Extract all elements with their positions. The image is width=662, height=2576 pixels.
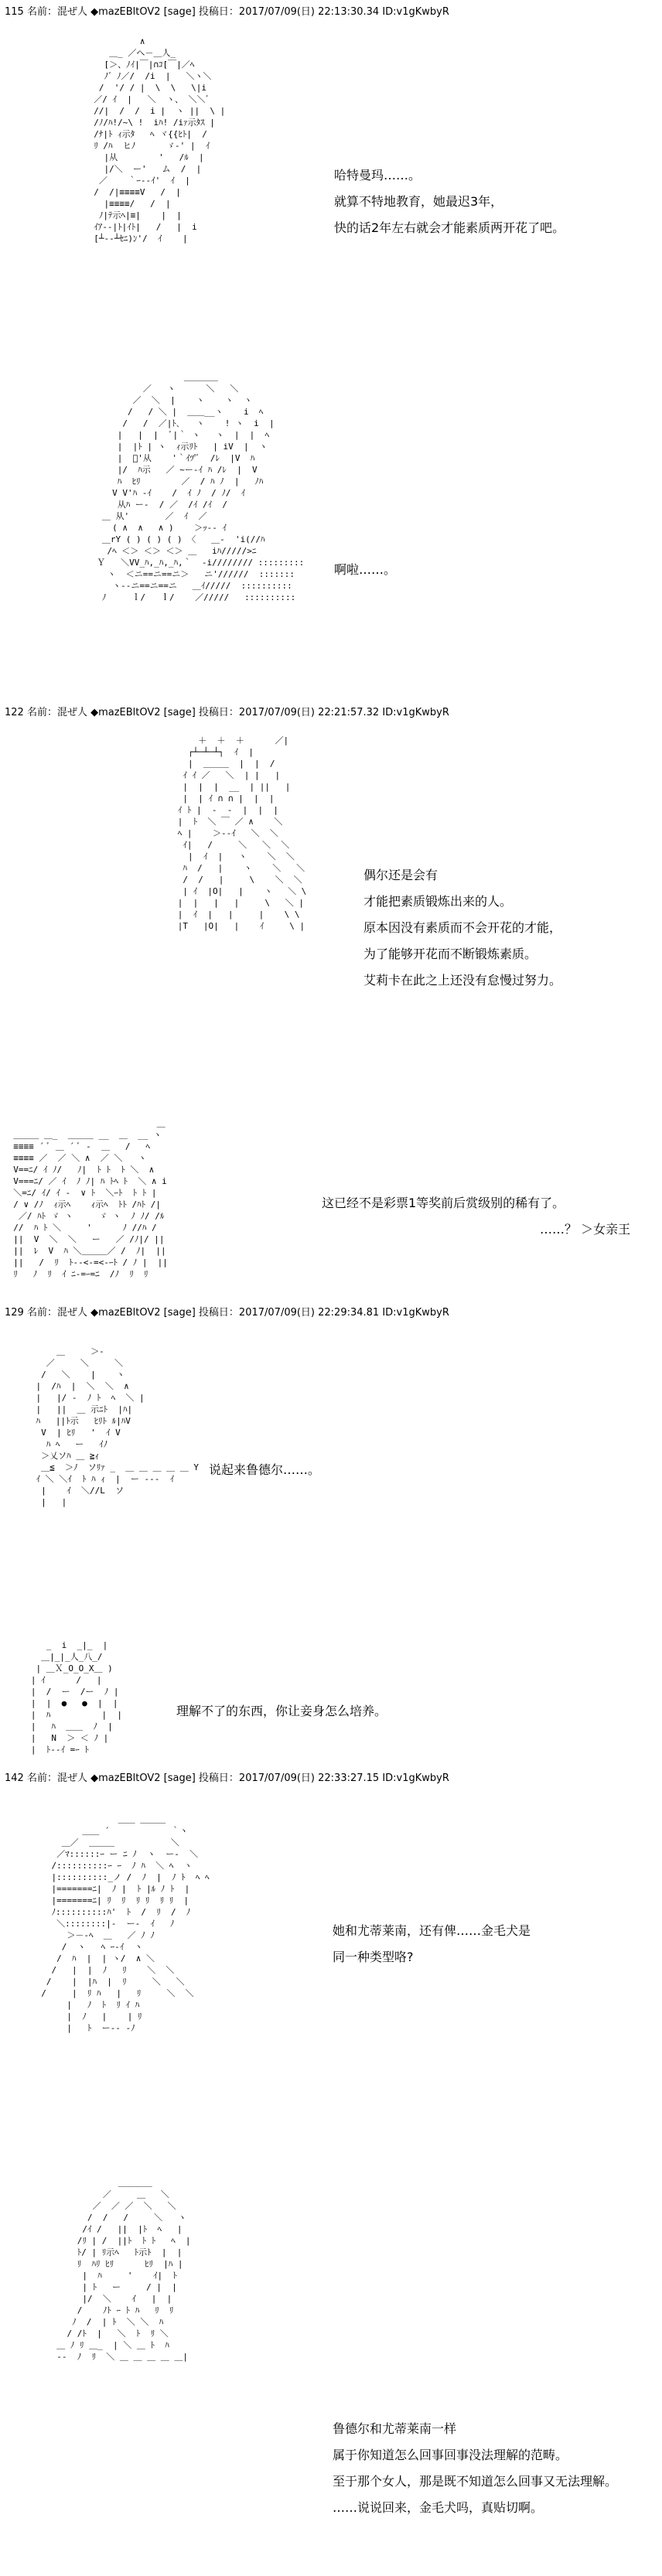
dialogue-block: [363, 862, 561, 994]
dialogue-line: [333, 2390, 617, 2416]
dialogue-line: 偶尔还是会有: [363, 868, 438, 882]
dialogue-line: 她和尤蒂莱南，还有俾……金毛犬是: [333, 1923, 531, 1938]
dialogue-line: 为了能够开花而不断锻炼素质。: [363, 947, 537, 961]
ascii-art-figure: ＿ ＿＿＿ ＿_ ＿＿＿ __ ＿ __ ヽ ≡≡≡≡ ´ ﾞ ＿ ´ ﾞ ‐ ＿ / ﾍ ≡≡≡≡ ／ ／ ＼ ∧ ／ ＼ ヽ V==ﾆ/ ｲ ﾉ/ ﾉ| ﾄ ﾄ ﾄ ＼ ∧ V===ﾆ/ ／ ｲ ﾉ ﾉ| ﾊ ﾄﾍ ﾄ ＼ ∧ i ＼=ﾆ/ ｲ/ ｲ ‐ ∨ ﾄ ＼ｰﾄ ﾄ ﾄ | / ∨ /ﾉ ｨ示ﾍ ｨ示ﾍ ﾄﾄ /ﾊﾄ /| ／/ ﾊﾄ ゞ ヽ ゞ ヽ ﾉ ﾉ/ /ﾙ // ﾊ ﾄ ＼ ' ﾉ //ﾊ / || V ＼ ＼ ー ／ /ﾉ|/ || || ﾚ V ﾊ ＼＿＿＿／ / ﾉ| || || / ﾘ ﾄ--<-=<-ｰﾄ / ﾉ | || ﾘ ﾉ ﾘ ｲ ﾆ-=ｰ=ﾆ /ﾉ ﾘ ﾘ: [13, 1118, 168, 1279]
post-header: 115 名前：混ぜ人 ◆mazEBltOV2 [sage] 投稿日：2017/07/09(日) 22:13:30.34 ID:v1gKwbyR: [5, 6, 449, 18]
dialogue-line: ……？ ＞女亲王: [540, 1222, 631, 1237]
ascii-art-figure: ＿＿＿＿ ／ ヽ ＼ ＼ ／ ＼ | ヽ ヽ ヽ / / ＼ | ＿＿__ヽ i ﾍ / / ／|ﾄ､ ヽ ! ヽ i | | | | ﾞ|｀ ヽ ヽ | | ﾍ | |ﾄ | ヽ ｨ示ﾘﾄ | iV | ヽ | ﾞ'从 '｀ｲﾂ'ﾞ /ﾚ |V ﾊ |/ ﾊ示 ／ ~ー-ｲ ﾊ /ﾚ | V ﾊ ﾋﾘ ／ / ﾊ ﾉ | ﾉﾊ V V'ﾊ ‐ｲ / ｲ ﾉ / ﾉ/ ｲ 从ﾊ ー- / ／ /ｲ /ｲ / ＿ 从' ／ ｲ ／ ( ∧ ∧ ∧ ) ＞ｯ-‐ ｲ ＿rY ( ) ( ) ( ) 〈 ＿- 'i(//ﾊ /ﾍ ＜＞ ＜＞ ＜＞ ＿ iﾊ/////>ﾆ Ｙ ＼VV_ﾊ,_ﾊ,_ﾊ,｀ -i//////// ::::::::: ヽ ＜ニ==ニ==ニ＞ ニ'////// ::::::: ヽ--ニ==ニ==ニ ＿ｲ///// :::::::::: ﾉ ｌ/ ｌ/ ／///// ::::::::::: [97, 372, 305, 602]
ascii-art-figure: ∧ ＿_ ／へ－＿人_ [＞、ﾉｲ|￣|∩ｺ[￣|／ﾍ ﾉ゛ﾉ／/ /i | ＼ヽ＼ / '/ / | \ \ \|i ／/ ｲ | ＼ ヽ、 ＼＼ﾞ //| / / i | ヽ || \ | /ﾉ/ﾊ!/~\ ! iﾊ! /iｧ示ﾀｽ | /ﾅ|ﾄ ｨ示ﾀ ﾍ ヾ{{ﾋﾄ| / ﾘ /ﾊ ヒﾉ ゞ-' | ｲ |从 ' /ﾙ | |/＼ ー' ム / | ／ ｀ｰ--ｲ' ｲ | / /|≡≡≡≡V / | |≡≡≡≡/ / | ﾉ|ﾃ示ﾍ|≡| | | ｲｱ--|ﾄ|ｲﾄ| / | i [┴--┴ｾﾆ)ﾝ'/ ｲ |: [94, 36, 226, 244]
dialogue-line: [334, 504, 396, 531]
dialogue-block: [333, 1892, 531, 1970]
ascii-art-figure: ＿ ＞- ／ ＼ ＼ / ＼ | ヽ | /ﾊ | ＼ ＼ ∧ | |/ ‐ ﾉ ﾄ ﾍ ＼ | | || ＿ 示ﾆﾄ |ﾊ| ﾊ ||ﾄ示 ﾋﾘﾄ ﾙ|ﾊV V | ﾋﾘ ' ｲ V ﾊ ﾍ ー ｲﾉ ＞乂ソﾊ ＿ ≧ｨ ＿≦ ＞ﾉ ソﾘｧ _ ＿ ＿ ＿ ＿ ＿ Y ｲ ＼ ＼ｲ ﾄ ﾊ ｨ | ー ‐‐‐ ｲ | ｲ ＼//L ソ | |: [36, 1346, 199, 1507]
post-header: 122 名前：混ぜ人 ◆mazEBltOV2 [sage] 投稿日：2017/07/09(日) 22:21:57.32 ID:v1gKwbyR: [5, 707, 449, 718]
dialogue-block: [176, 1672, 387, 1725]
dialogue-line: 理解不了的东西，你让妾身怎么培养。: [176, 1704, 387, 1718]
ascii-art-figure: _ i _|_ | ＿|_|_人_八_/ | ＿Ｘ_O_O_X＿ ) | ｲ / | | / ー /ー ﾉ | | | ● ● | | | ﾊ | | | ﾊ ＿＿ ﾉ | | N ＞ ＜ ﾉ | | ﾄ--ｲ =ｰ ﾄ: [30, 1640, 122, 1755]
dialogue-line: 啊啦……。: [334, 562, 397, 577]
dialogue-line: 说起来鲁德尔……。: [209, 1462, 321, 1477]
dialogue-line: [333, 1892, 531, 1918]
dialogue-line: [176, 1672, 387, 1698]
dialogue-block: [333, 2390, 617, 2521]
dialogue-line: 才能把素质锻炼出来的人。: [363, 894, 513, 909]
dialogue-block: [209, 1431, 320, 1483]
dialogue-line: 艾莉卡在此之上还没有怠慢过努力。: [363, 973, 562, 988]
dialogue-line: 鲁德尔和尤蒂莱南一样: [333, 2421, 457, 2436]
dialogue-line: 属于你知道怎么回事回事没法理解的范畴。: [333, 2448, 568, 2462]
dialogue-line: ……说说回来，金毛犬吗，真贴切啊。: [333, 2500, 544, 2515]
dialogue-line: 快的话2年左右就会才能素质两开花了吧。: [334, 220, 565, 235]
dialogue-line: 这已经不是彩票1等奖前后赏级别的稀有了。: [322, 1196, 565, 1210]
ascii-art-figure: ＋ ＋ ＋ ／| ┌┴─┴─┴┐ ｲ | | ＿＿＿ | | / ｲ ｲ ／ ＼ | | | | | | __ | || | | | ｲ ∩ ∩ | | | ｲ ﾄ | ‐ ‐ | | | | ﾄ ＼ ￣ ／ ∧ ＼ ﾍ | ＞-‐ｲ ＼ ＼ ｲ| / ＼ ＼ ＼ | ｲ | ヽ ＼ ＼ ﾊ / | ヽ ＼ ＼ / / | \ ＼ ＼ | ｲ |O| | ヽ ＼ \ | | | | \ ＼ | | ｲ | | | \ \ |T |O| | ｲ \ |: [177, 735, 307, 931]
dialogue-line: 哈特曼玛……。: [334, 168, 421, 183]
dialogue-line: [322, 1164, 630, 1190]
dialogue-line: 就算不特地教育，她最迟3年，: [334, 194, 503, 209]
dialogue-line: 原本因没有素质而不会开花的才能，: [363, 920, 562, 935]
post-header: 142 名前：混ぜ人 ◆mazEBltOV2 [sage] 投稿日：2017/07/09(日) 22:33:27.15 ID:v1gKwbyR: [5, 1772, 449, 1784]
dialogue-block: [334, 504, 396, 583]
ascii-art-figure: ＿＿ ＿＿＿ ＿＿ ´ ｀ヽ ＿／ ＿＿＿ ＼ ／ﾏ::::::ｰ ー ﾆ ﾉ ヽ ー- ＼ /::::::::::ｰ ｰ ﾉ ﾊ ＼ ﾍ ヽ |::::::::::_ノ / ﾉ | ﾉ ﾄ ﾍ ﾍ |=======ﾆ| ﾉ | ﾄ |ﾙ ﾉ ﾄ | |=======ﾆ| ﾘ ﾘ ﾘ ﾘ ﾘ ﾘ | ﾉ::::::::::ﾊ' ﾄ / ﾘ / ﾉ ＼::::::::|‐ ー- ｲ ﾉ ＞－-ﾍ ＿ ／ ﾉ ﾉ / ヽ ﾍ ｰ-ｲ ヽ / ﾊ | | ヽ/ ∧ ＼ / | | ﾉ ﾘ ＼ ＼ / | |ﾊ | ﾘ ＼ ＼ / | ﾘ ﾊ | ﾘ ＼ ＼ | ﾉ ﾄ ﾘ ｲ ﾊ | ﾉ | | ﾘ | ﾄ ー‐‐ ‐ﾉ: [41, 1814, 210, 2033]
dialogue-line: 同一种类型咯?: [333, 1950, 414, 1964]
post-header: 129 名前：混ぜ人 ◆mazEBltOV2 [sage] 投稿日：2017/07/09(日) 22:29:34.81 ID:v1gKwbyR: [5, 1307, 449, 1319]
ascii-art-figure: ＿＿＿＿ ／ ＿ ＼ ／ ／ ／ ＼ ＼ / / / ＼ ヽ /ｲ / || |ﾄ ﾍ | /ﾘ | / ||ﾄ ﾄ ﾄ ﾍ | ﾄ/ | ﾘ示ﾍ ﾄ示ﾄ | | ﾘ ﾊﾘ ﾋﾘ ﾋﾘ |ﾊ | | ﾊ ' ｲ| ﾄ | ﾄ ー / | | |/ ＼ ｲ | | / ﾉﾄ ｰ ﾄ ﾊ ﾘ ﾘ ﾉ / | ﾄ ＼ ＼ ﾊ / /ﾄ | ＼ ﾄ ﾘ ＼ ＿ ﾉ ﾘ ＿_ | ＼ ＿ ﾄ ﾊ ‐‐ ﾉ ﾘ ＼ ＿ ＿ ＿ ＿ ＿|: [56, 2178, 191, 2362]
dialogue-line: [209, 1431, 320, 1457]
dialogue-line: [334, 531, 396, 557]
dialogue-line: 至于那个女人，那是既不知道怎么回事又无法理解。: [333, 2474, 618, 2489]
dialogue-block: [322, 1164, 630, 1243]
dialogue-block: [334, 162, 565, 241]
